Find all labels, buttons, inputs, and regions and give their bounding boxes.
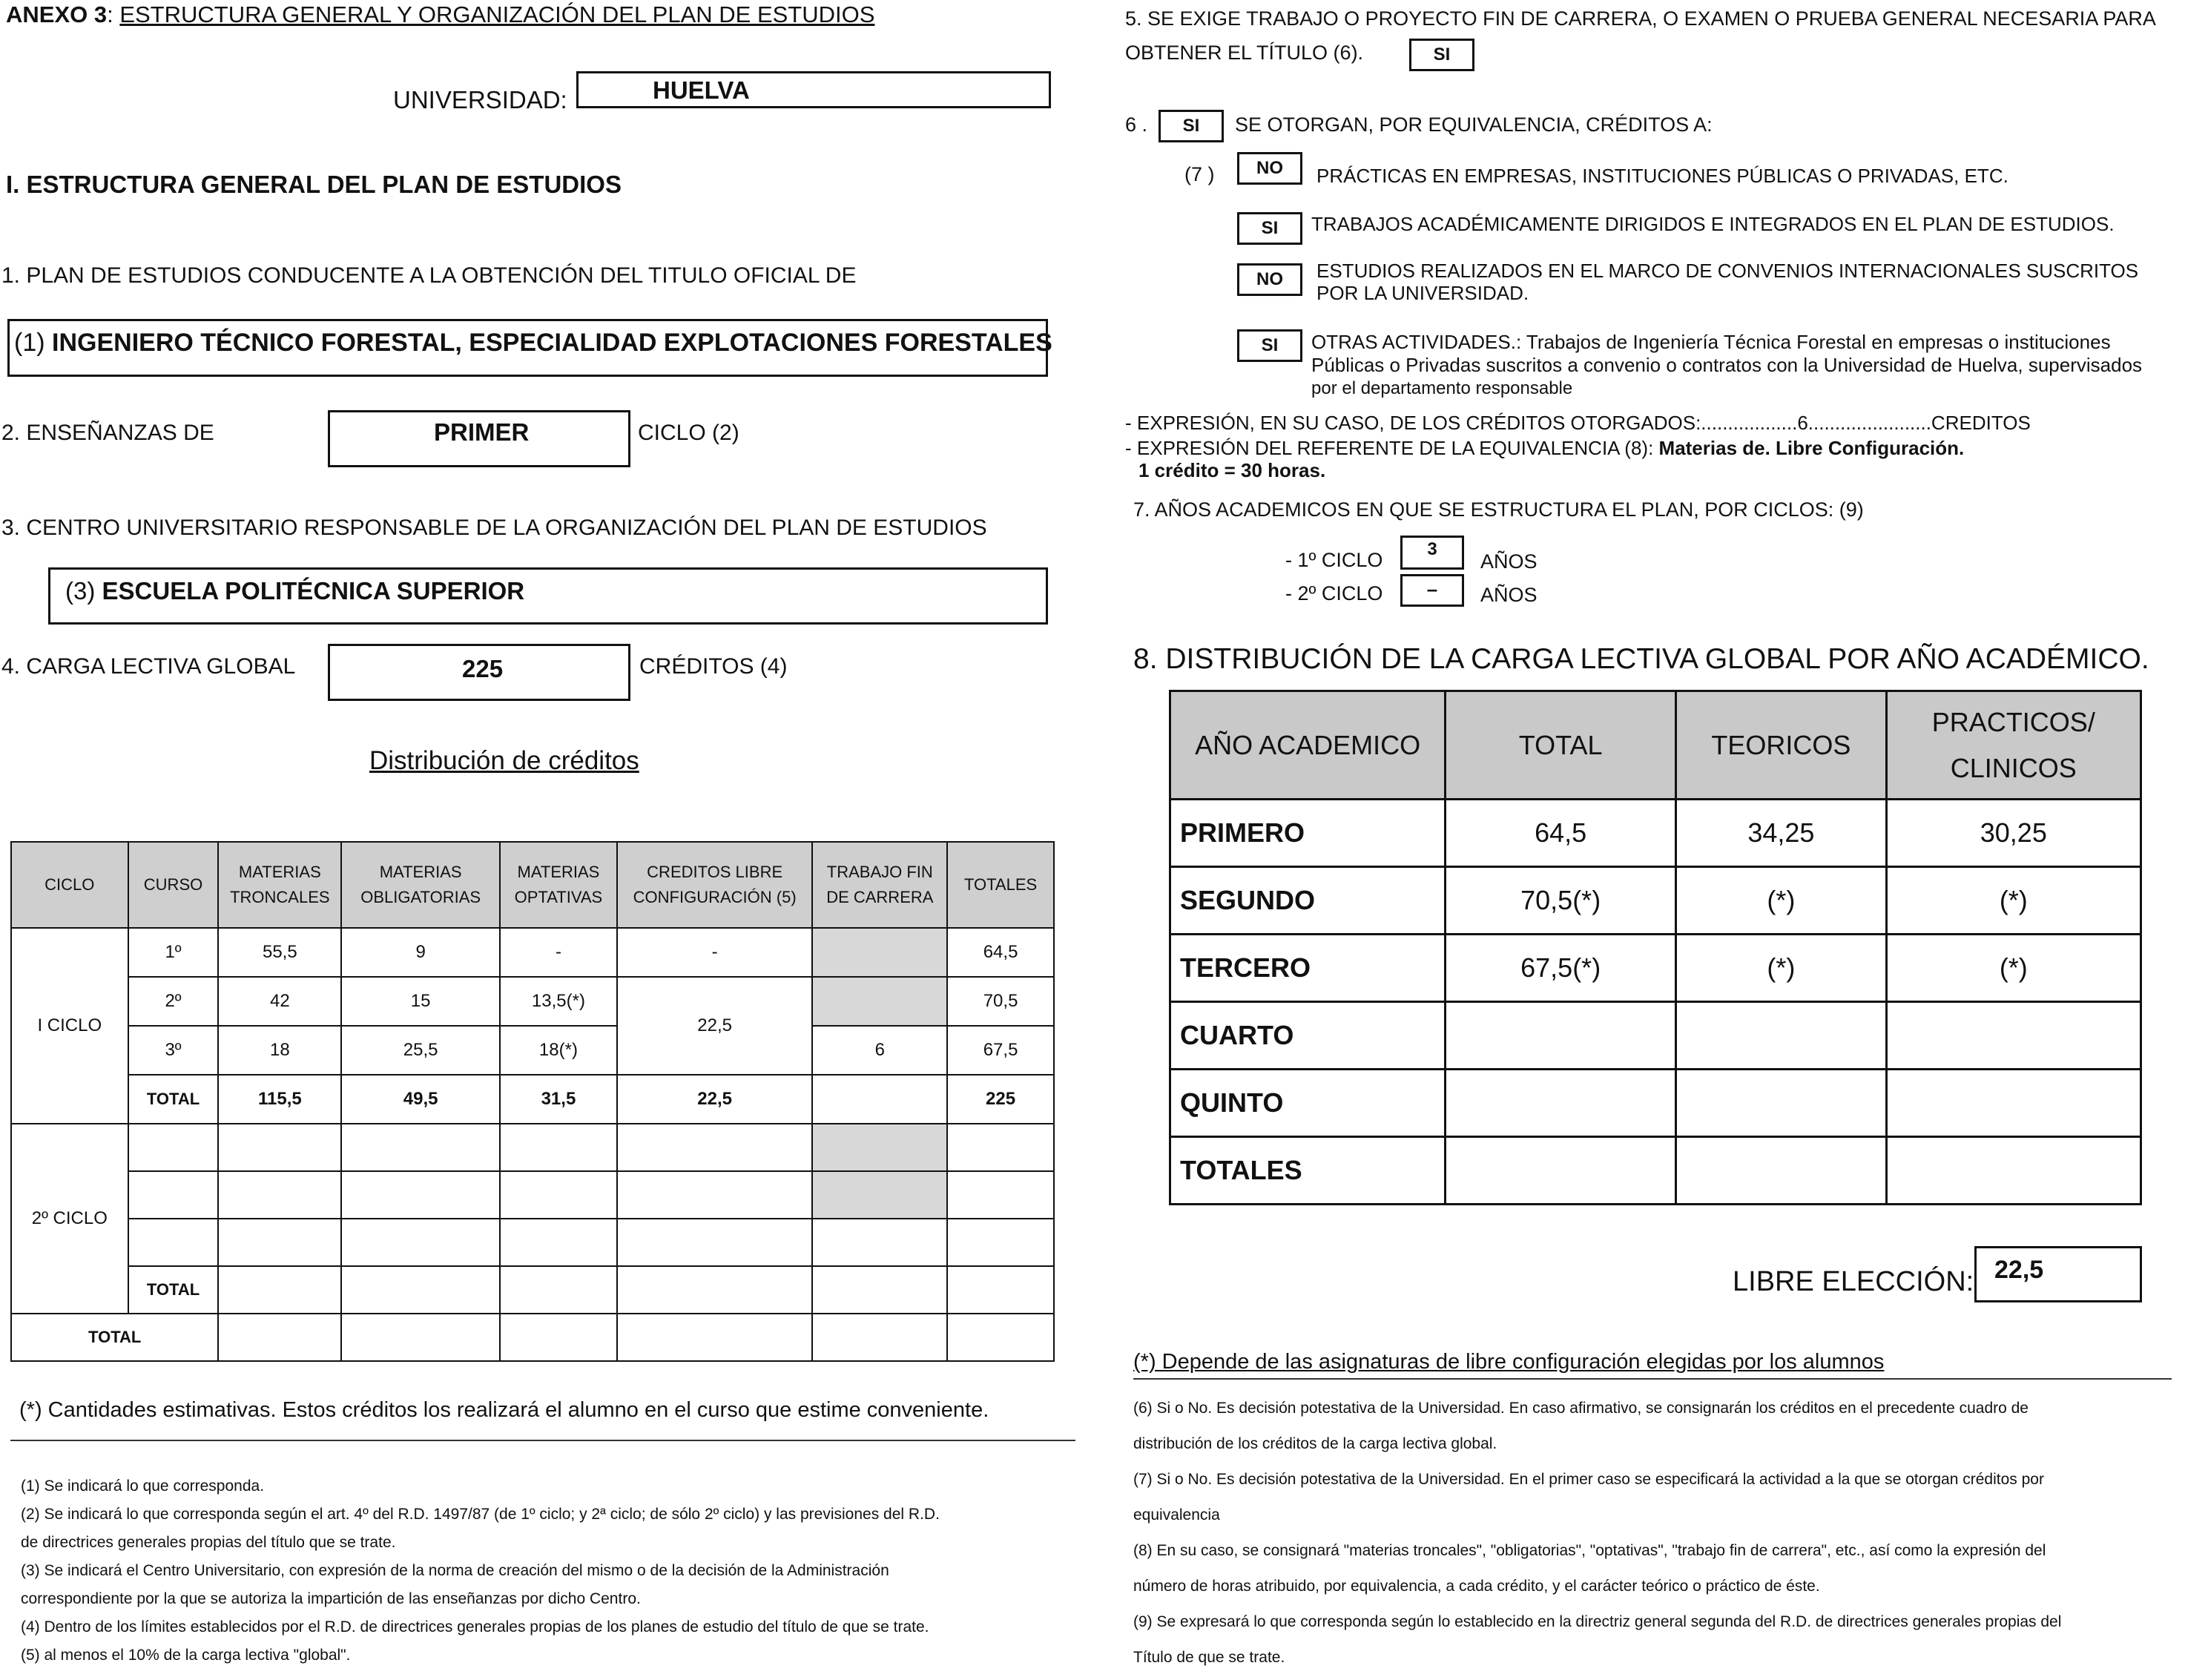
distribution-title: Distribución de créditos [369, 746, 639, 775]
item3-label: 3. CENTRO UNIVERSITARIO RESPONSABLE DE LA ORGANIZACIÓN DEL PLAN DE ESTUDIOS [1, 515, 987, 540]
cell [617, 1219, 813, 1266]
cell [218, 1219, 341, 1266]
note-line: (8) En su caso, se consignará "materias troncales", "obligatorias", "optativas", "trabajo fin de carrera", etc., así como la expresión del [1133, 1542, 2046, 1559]
cell [500, 1219, 617, 1266]
cell [341, 1266, 500, 1314]
cell: - [617, 928, 813, 977]
title-field [7, 319, 1052, 377]
opt4-text [1311, 331, 2179, 400]
cell [341, 1171, 500, 1219]
cell [218, 1124, 341, 1171]
cell [947, 1124, 1054, 1171]
cell [1886, 1137, 2140, 1205]
year-distribution-table [1169, 690, 2142, 1205]
item1-label: 1. PLAN DE ESTUDIOS CONDUCENTE A LA OBTENCIÓN DEL TITULO OFICIAL DE [1, 263, 857, 288]
col-libre: CREDITOS LIBRE CONFIGURACIÓN (5) [617, 842, 813, 928]
col-total: TOTAL [1446, 691, 1676, 800]
table-row [11, 1124, 1054, 1171]
col-curso: CURSO [128, 842, 219, 928]
table-row [1170, 1002, 2141, 1070]
cell [812, 1219, 947, 1266]
col-optativas: MATERIAS OPTATIVAS [500, 842, 617, 928]
divider [1133, 1378, 2172, 1380]
cell: QUINTO [1170, 1070, 1446, 1137]
opt3-box [1237, 263, 1302, 296]
table-row [11, 977, 1054, 1026]
note-line: (1) Se indicará lo que corresponda. [21, 1478, 265, 1495]
cell: TERCERO [1170, 935, 1446, 1002]
cell: 70,5(*) [1446, 867, 1676, 935]
item6-box [1159, 110, 1224, 142]
cell: 25,5 [341, 1026, 500, 1075]
expr2 [1125, 437, 1964, 460]
cell [341, 1219, 500, 1266]
cell: 1º [128, 928, 219, 977]
cell: 49,5 [341, 1075, 500, 1124]
cycle2-years-label: - 2º CICLO [1285, 582, 1383, 605]
cell: 30,25 [1886, 800, 2140, 867]
note-line: (4) Dentro de los límites establecidos por el R.D. de directrices generales propias de los planes de estudio del título de que se trate. [21, 1618, 929, 1635]
cell [128, 1171, 219, 1219]
cell: 115,5 [218, 1075, 341, 1124]
note-line: distribución de los créditos de la carga lectiva global. [1133, 1435, 1497, 1452]
cell: 64,5 [947, 928, 1054, 977]
cell [1446, 1137, 1676, 1205]
table-row [11, 1314, 1054, 1361]
section-title: I. ESTRUCTURA GENERAL DEL PLAN DE ESTUDIOS [6, 171, 622, 198]
cell [218, 1314, 341, 1361]
cell [500, 1314, 617, 1361]
cell: - [500, 928, 617, 977]
cell [812, 1124, 947, 1171]
col-year: AÑO ACADEMICO [1170, 691, 1446, 800]
col-troncales: MATERIAS TRONCALES [218, 842, 341, 928]
table-row [1170, 935, 2141, 1002]
cell [341, 1124, 500, 1171]
cell [500, 1266, 617, 1314]
cell: 2º [128, 977, 219, 1026]
opt2-box [1237, 212, 1302, 245]
item2-label: 2. ENSEÑANZAS DE [1, 421, 214, 445]
cell [617, 1314, 813, 1361]
load-field [328, 644, 630, 701]
item6-text: SE OTORGAN, POR EQUIVALENCIA, CRÉDITOS A: [1235, 113, 1713, 136]
cell: CUARTO [1170, 1002, 1446, 1070]
cell: 18(*) [500, 1026, 617, 1075]
table-row [11, 1219, 1054, 1266]
cell: (*) [1886, 867, 2140, 935]
university-field [576, 71, 1051, 108]
cell [947, 1171, 1054, 1219]
cell: SEGUNDO [1170, 867, 1446, 935]
table-row [1170, 1070, 2141, 1137]
item6-value: SI [1182, 116, 1200, 136]
cell [947, 1219, 1054, 1266]
cell [1886, 1002, 2140, 1070]
center-field [48, 567, 1048, 625]
item8-title: 8. DISTRIBUCIÓN DE LA CARGA LECTIVA GLOBAL POR AÑO ACADÉMICO. [1133, 643, 2149, 675]
opt4-line: por el departamento responsable [1311, 378, 1573, 398]
libre-value: 22,5 [1994, 1256, 2044, 1284]
cell: 3º [128, 1026, 219, 1075]
cell [947, 1314, 1054, 1361]
cell [128, 1219, 219, 1266]
cell: 9 [341, 928, 500, 977]
cell [1676, 1070, 1887, 1137]
note-line: (2) Se indicará lo que corresponda según el art. 4º del R.D. 1497/87 (de 1º ciclo; y 2ª ciclo; de sólo 2º ciclo) y las previsiones del R.D. [21, 1506, 940, 1523]
col-practicos [1886, 691, 2140, 800]
item7-label: 7. AÑOS ACADEMICOS EN QUE SE ESTRUCTURA EL PLAN, POR CICLOS: (9) [1133, 498, 1864, 521]
table-row [1170, 800, 2141, 867]
cell [128, 1124, 219, 1171]
note-line: (9) Se expresará lo que corresponda según lo establecido en la directriz general segunda del R.D. de directrices generales propias del [1133, 1613, 2062, 1630]
cell [617, 1171, 813, 1219]
opt1-text: PRÁCTICAS EN EMPRESAS, INSTITUCIONES PÚBLICAS O PRIVADAS, ETC. [1316, 165, 2008, 187]
cycle2-total-label: TOTAL [128, 1266, 219, 1314]
cell: 13,5(*) [500, 977, 617, 1026]
item6-ref: (7 ) [1184, 163, 1215, 185]
opt4-box [1237, 329, 1302, 362]
opt2-value: SI [1261, 218, 1279, 238]
right-note-title: (*) Depende de las asignaturas de libre configuración elegidas por los alumnos [1133, 1350, 1885, 1374]
opt3-text1: ESTUDIOS REALIZADOS EN EL MARCO DE CONVENIOS INTERNACIONALES SUSCRITOS [1316, 260, 2139, 282]
annex-sep: : [107, 1, 113, 27]
libre-label: LIBRE ELECCIÓN: [1733, 1266, 1974, 1297]
grand-total-label: TOTAL [11, 1314, 218, 1361]
opt4-line: OTRAS ACTIVIDADES.: Trabajos de Ingeniería Técnica Forestal en empresas o instituciones [1311, 331, 2111, 353]
cell: 22,5 [617, 1075, 813, 1124]
cell: 225 [947, 1075, 1054, 1124]
table-row [11, 1075, 1054, 1124]
note-line: equivalencia [1133, 1506, 1220, 1523]
cell [341, 1314, 500, 1361]
distribution-footnote: (*) Cantidades estimativas. Estos créditos los realizará el alumno en el curso que estime conveniente. [19, 1398, 989, 1422]
opt3-text2: POR LA UNIVERSIDAD. [1316, 282, 1529, 304]
center-prefix: (3) [65, 577, 96, 605]
cell [812, 1314, 947, 1361]
col-practicos-line1: PRACTICOS/ [1931, 706, 2095, 737]
cycle1-label: I CICLO [11, 928, 128, 1124]
item5-box [1409, 39, 1474, 71]
cycle-value: PRIMER [434, 418, 530, 446]
item5-line2: OBTENER EL TÍTULO (6). [1125, 42, 1364, 64]
title-field-text [14, 329, 1052, 358]
cell: (*) [1886, 935, 2140, 1002]
cell: 67,5(*) [1446, 935, 1676, 1002]
item4-label: 4. CARGA LECTIVA GLOBAL [1, 654, 296, 679]
cell: 70,5 [947, 977, 1054, 1026]
note-line: (6) Si o No. Es decisión potestativa de la Universidad. En caso afirmativo, se consignarán los créditos en el precedente cuadro de [1133, 1400, 2029, 1417]
cell [812, 1171, 947, 1219]
university-value: HUELVA [653, 76, 750, 104]
cycle1-years-value: 3 [1427, 539, 1437, 559]
cell: 15 [341, 977, 500, 1026]
table-row [11, 1026, 1054, 1075]
cell: PRIMERO [1170, 800, 1446, 867]
university-label: UNIVERSIDAD: [393, 86, 567, 113]
table-row [11, 928, 1054, 977]
cell [812, 1266, 947, 1314]
col-trabajo: TRABAJO FIN DE CARRERA [812, 842, 947, 928]
cell: 22,5 [617, 977, 813, 1075]
note-line: (5) al menos el 10% de la carga lectiva "global". [21, 1647, 351, 1664]
cell [500, 1124, 617, 1171]
title-prefix: (1) [14, 329, 45, 357]
col-practicos-line2: CLINICOS [1950, 752, 2077, 783]
cell [1446, 1002, 1676, 1070]
cell: 42 [218, 977, 341, 1026]
cycle2-years-box [1400, 574, 1464, 607]
cell: (*) [1676, 867, 1887, 935]
opt1-box [1237, 152, 1302, 185]
cycle2-years-value: – [1426, 578, 1438, 600]
expr1: - EXPRESIÓN, EN SU CASO, DE LOS CRÉDITOS OTORGADOS:..................6.......................CREDITOS [1125, 412, 2031, 434]
cycle1-years-box [1400, 536, 1464, 570]
cell [500, 1171, 617, 1219]
cell [812, 1075, 947, 1124]
note-line: de directrices generales propias del título que se trate. [21, 1534, 396, 1551]
item5-value: SI [1433, 45, 1451, 65]
col-ciclo: CICLO [11, 842, 128, 928]
table-row [1170, 1137, 2141, 1205]
cycle1-years-unit: AÑOS [1480, 550, 1538, 573]
cell [617, 1124, 813, 1171]
cell: (*) [1676, 935, 1887, 1002]
opt4-value: SI [1261, 335, 1279, 355]
item5-line1: 5. SE EXIGE TRABAJO O PROYECTO FIN DE CARRERA, O EXAMEN O PRUEBA GENERAL NECESARIA PARA [1125, 7, 2156, 30]
cell [218, 1171, 341, 1219]
note-line: Título de que se trate. [1133, 1649, 1285, 1666]
cell: 55,5 [218, 928, 341, 977]
annex-heading [6, 1, 874, 28]
table-row [11, 1171, 1054, 1219]
item6-label: 6 . [1125, 113, 1148, 136]
divider [10, 1440, 1075, 1441]
opt3-value: NO [1256, 269, 1283, 289]
table-row [1170, 867, 2141, 935]
left-notes [21, 1472, 1074, 1670]
center-value: ESCUELA POLITÉCNICA SUPERIOR [102, 577, 525, 605]
title-value: INGENIERO TÉCNICO FORESTAL, ESPECIALIDAD EXPLOTACIONES FORESTALES [52, 329, 1052, 357]
expr2-label: - EXPRESIÓN DEL REFERENTE DE LA EQUIVALENCIA (8): [1125, 437, 1654, 459]
opt1-value: NO [1256, 158, 1283, 178]
cycle2-label: 2º CICLO [11, 1124, 128, 1314]
cell: 31,5 [500, 1075, 617, 1124]
cycle1-years-label: - 1º CICLO [1285, 549, 1383, 571]
cell [218, 1266, 341, 1314]
expr2-value: Materias de. Libre Configuración. [1658, 437, 1965, 459]
cell [1446, 1070, 1676, 1137]
cell [1676, 1137, 1887, 1205]
cell: 34,25 [1676, 800, 1887, 867]
col-obligatorias: MATERIAS OBLIGATORIAS [341, 842, 500, 928]
opt2-text: TRABAJOS ACADÉMICAMENTE DIRIGIDOS E INTEGRADOS EN EL PLAN DE ESTUDIOS. [1311, 213, 2115, 235]
cell: 18 [218, 1026, 341, 1075]
table-row [11, 1266, 1054, 1314]
cell: TOTALES [1170, 1137, 1446, 1205]
cell [1886, 1070, 2140, 1137]
col-totales: TOTALES [947, 842, 1054, 928]
cell: 64,5 [1446, 800, 1676, 867]
libre-box [1974, 1246, 2142, 1302]
cell: 6 [812, 1026, 947, 1075]
credits-table [10, 841, 1055, 1362]
cell [947, 1266, 1054, 1314]
cell [1676, 1002, 1887, 1070]
item4-suffix: CRÉDITOS (4) [639, 654, 788, 679]
annex-title: ESTRUCTURA GENERAL Y ORGANIZACIÓN DEL PLAN DE ESTUDIOS [119, 1, 875, 27]
note-line: correspondiente por la que se autoriza la impartición de las enseñanzas por dicho Centro. [21, 1590, 641, 1607]
cell [812, 928, 947, 977]
cycle2-years-unit: AÑOS [1480, 584, 1538, 606]
note-line: (3) Se indicará el Centro Universitario, con expresión de la norma de creación del mismo o de la decisión de la Administración [21, 1562, 889, 1579]
right-notes [1133, 1391, 2179, 1676]
cycle-field [328, 410, 630, 467]
cell: TOTAL [128, 1075, 219, 1124]
center-field-text [65, 577, 524, 605]
cell [617, 1266, 813, 1314]
cell [812, 977, 947, 1026]
item2-suffix: CICLO (2) [638, 421, 739, 445]
opt4-line: Públicas o Privadas suscritos a convenio o contratos con la Universidad de Huelva, supervisados [1311, 354, 2143, 376]
col-teoricos: TEORICOS [1676, 691, 1887, 800]
annex-prefix: ANEXO 3 [6, 1, 108, 27]
note-line: número de horas atribuido, por equivalencia, a cada crédito, y el carácter teórico o práctico de éste. [1133, 1578, 1820, 1595]
note-line: (7) Si o No. Es decisión potestativa de la Universidad. En el primer caso se especificará la actividad a la que se otorgan créditos por [1133, 1471, 2044, 1488]
expr3: 1 crédito = 30 horas. [1138, 459, 1326, 481]
cell: 67,5 [947, 1026, 1054, 1075]
load-value: 225 [462, 655, 504, 682]
